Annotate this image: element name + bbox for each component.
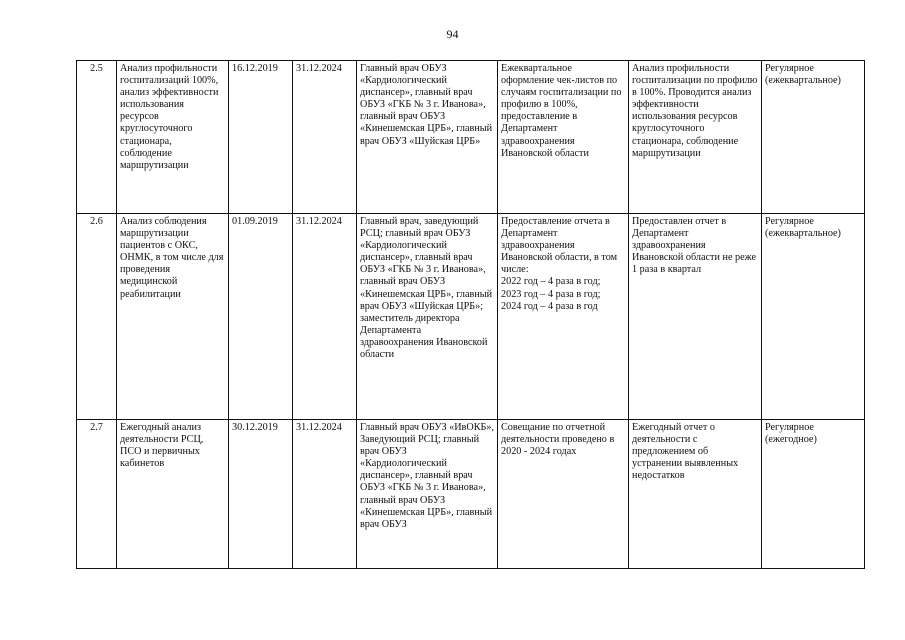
cell-end-date: 31.12.2024 [293, 61, 357, 214]
cell-status: Ежегодный отчет о деятельности с предложением об устранении выявленных недостатков [629, 420, 762, 569]
measures-table [76, 60, 865, 569]
cell-start-date: 01.09.2019 [229, 214, 293, 420]
table-row [77, 214, 865, 420]
cell-responsible: Главный врач ОБУЗ «ИвОКБ», Заведующий РСЦ; главный врач ОБУЗ «Кардиологический диспансер», главный врач ОБУЗ «ГКБ № 3 г. Иванова», главный врач ОБУЗ «Кинешемская ЦРБ», главный врач ОБУЗ [357, 420, 498, 569]
cell-end-date: 31.12.2024 [293, 420, 357, 569]
cell-number: 2.6 [77, 214, 117, 420]
cell-start-date: 30.12.2019 [229, 420, 293, 569]
cell-measure-name: Анализ профильности госпитализаций 100%, анализ эффективности использования ресурсов круглосуточного стационара, соблюдение маршрутизации [117, 61, 229, 214]
cell-result: Ежеквартальное оформление чек-листов по случаям госпитализации по профилю в 100%, предоставление в Департамент здравоохранения Ивановской области [498, 61, 629, 214]
cell-frequency: Регулярное (ежеквартальное) [762, 61, 865, 214]
cell-measure-name: Ежегодный анализ деятельности РСЦ, ПСО и первичных кабинетов [117, 420, 229, 569]
cell-status: Предоставлен отчет в Департамент здравоохранения Ивановской области не реже 1 раза в квартал [629, 214, 762, 420]
table-row [77, 420, 865, 569]
table-row [77, 61, 865, 214]
cell-end-date: 31.12.2024 [293, 214, 357, 420]
cell-frequency: Регулярное (ежеквартальное) [762, 214, 865, 420]
cell-status: Анализ профильности госпитализации по профилю в 100%. Проводится анализ эффективности использования ресурсов круглосуточного стационара, соблюдение маршрутизации [629, 61, 762, 214]
cell-responsible: Главный врач, заведующий РСЦ; главный врач ОБУЗ «Кардиологический диспансер», главный врач ОБУЗ «ГКБ № 3 г. Иванова», главный врач ОБУЗ «Кинешемская ЦРБ», главный врач ОБУЗ «Шуйская ЦРБ»; заместитель директора Департамента здравоохранения Ивановской области [357, 214, 498, 420]
cell-number: 2.5 [77, 61, 117, 214]
cell-start-date: 16.12.2019 [229, 61, 293, 214]
cell-responsible: Главный врач ОБУЗ «Кардиологический диспансер», главный врач ОБУЗ «ГКБ № 3 г. Иванова», главный врач ОБУЗ «Кинешемская ЦРБ», главный врач ОБУЗ «Шуйская ЦРБ» [357, 61, 498, 214]
page-number: 94 [446, 27, 459, 41]
cell-frequency: Регулярное (ежегодное) [762, 420, 865, 569]
cell-result: Предоставление отчета в Департамент здравоохранения Ивановской области, в том числе: 2022 год – 4 раза в год; 2023 год – 4 раза в год; 2024 год – 4 раза в год [498, 214, 629, 420]
cell-measure-name: Анализ соблюдения маршрутизации пациентов с ОКС, ОНМК, в том числе для проведения медицинской реабилитации [117, 214, 229, 420]
cell-number: 2.7 [77, 420, 117, 569]
cell-result: Совещание по отчетной деятельности проведено в 2020 - 2024 годах [498, 420, 629, 569]
